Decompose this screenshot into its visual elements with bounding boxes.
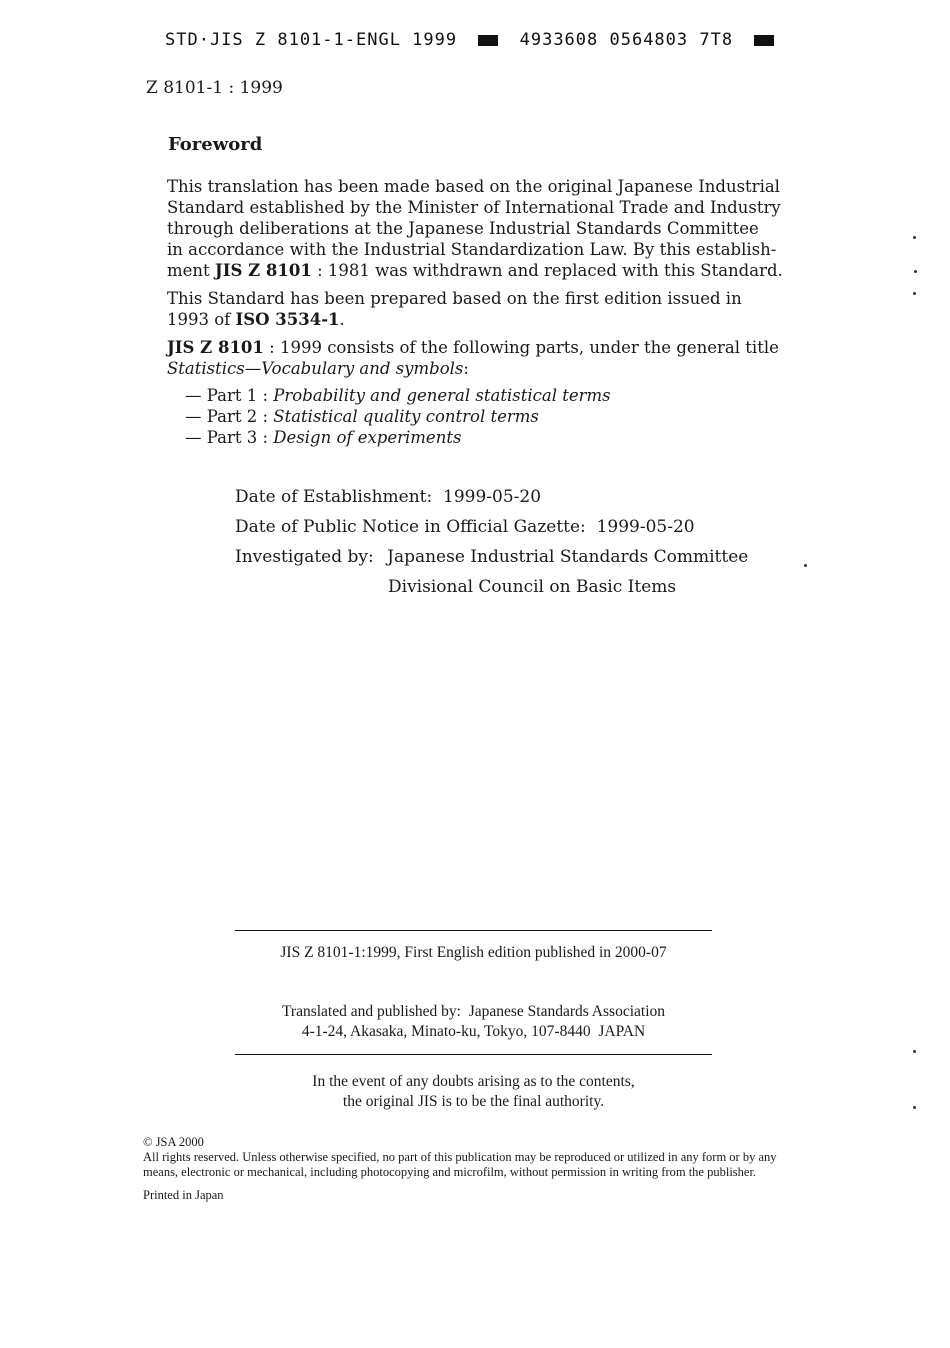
part-title: Probability and general statistical terms [273, 386, 611, 405]
date-of-establishment: Date of Establishment: 1999-05-20 [235, 487, 542, 507]
text-fragment: ment [167, 261, 215, 280]
text-line: This translation has been made based on the original Japanese Industrial [167, 177, 780, 196]
standard-ref: ISO 3534-1 [235, 310, 340, 329]
part-label: — Part 2 : [185, 407, 274, 426]
investigated-label: Investigated by: [235, 547, 374, 567]
authority-line: In the event of any doubts arising as to the contents, [312, 1073, 635, 1090]
text-line: This Standard has been prepared based on the first edition issued in [167, 289, 742, 308]
part-label: — Part 3 : [185, 428, 274, 447]
part-title: Statistical quality control terms [273, 407, 539, 426]
edition-note: JIS Z 8101-1:1999, First English edition published in 2000-07 [280, 944, 667, 961]
text-fragment: : 1999 consists of the following parts, under the general title [263, 338, 779, 357]
text-line [167, 309, 787, 330]
general-title: Statistics—Vocabulary and symbols [167, 359, 464, 378]
foreword-paragraph-2 [167, 288, 787, 330]
text-fragment: 1993 of [167, 310, 236, 329]
copyright-block [143, 1135, 783, 1203]
text-line: through deliberations at the Japanese Industrial Standards Committee [167, 219, 759, 238]
doc-number: Z 8101-1 : 1999 [146, 78, 283, 98]
printed-in: Printed in Japan [143, 1188, 224, 1202]
list-item [185, 427, 611, 448]
divider [235, 1054, 712, 1055]
foreword-paragraph-3 [167, 337, 787, 379]
text-line: Standard established by the Minister of International Trade and Industry [167, 198, 781, 217]
copyright-line: © JSA 2000 [143, 1135, 204, 1149]
foreword-title: Foreword [168, 134, 263, 155]
authority-line: the original JIS is to be the final authority. [342, 1093, 605, 1110]
standard-ref: JIS Z 8101 [214, 261, 312, 280]
redaction-block [754, 35, 774, 46]
header-code-right: 4933608 0564803 7T8 [519, 30, 734, 50]
text-fragment: . [339, 310, 345, 329]
scan-speck [804, 564, 807, 567]
investigated-body: Japanese Industrial Standards Committee [387, 547, 749, 567]
document-code-header [165, 30, 784, 50]
foreword-paragraph-1 [167, 176, 787, 281]
date-of-public-notice: Date of Public Notice in Official Gazette: 1999-05-20 [235, 517, 695, 537]
rights-text: All rights reserved. Unless otherwise specified, no part of this publication may be reproduced or utilized in any form or by any means, electronic or mechanical, including photocopying and microfilm, without permission in writing from the publisher. [143, 1150, 777, 1179]
header-code-left: STD·JIS Z 8101-1-ENGL 1999 [165, 30, 458, 50]
text-line: in accordance with the Industrial Standardization Law. By this establish- [167, 240, 777, 259]
investigated-by [235, 542, 748, 572]
publisher-address: 4-1-24, Akasaka, Minato-ku, Tokyo, 107-8440 JAPAN [301, 1023, 646, 1040]
scan-speck [913, 1050, 916, 1053]
divider [235, 930, 712, 931]
standard-ref: JIS Z 8101 [167, 338, 264, 357]
scan-speck [914, 270, 917, 273]
parts-list [185, 385, 611, 448]
publisher-line: Translated and published by: Japanese Standards Association [282, 1003, 665, 1020]
redaction-block [478, 35, 498, 46]
publisher-info [235, 1002, 712, 1042]
part-title: Design of experiments [273, 428, 462, 447]
text-line [167, 337, 787, 358]
text-fragment: : [463, 359, 469, 378]
investigated-council: Divisional Council on Basic Items [388, 577, 677, 597]
authority-note [235, 1072, 712, 1112]
scan-speck [913, 292, 916, 295]
text-line [167, 358, 787, 379]
text-line [167, 260, 787, 281]
list-item [185, 385, 611, 406]
part-label: — Part 1 : [185, 386, 274, 405]
list-item [185, 406, 611, 427]
scan-speck [913, 236, 916, 239]
establishment-info [235, 482, 748, 602]
scan-speck [913, 1106, 916, 1109]
text-fragment: : 1981 was withdrawn and replaced with this Standard. [311, 261, 783, 280]
